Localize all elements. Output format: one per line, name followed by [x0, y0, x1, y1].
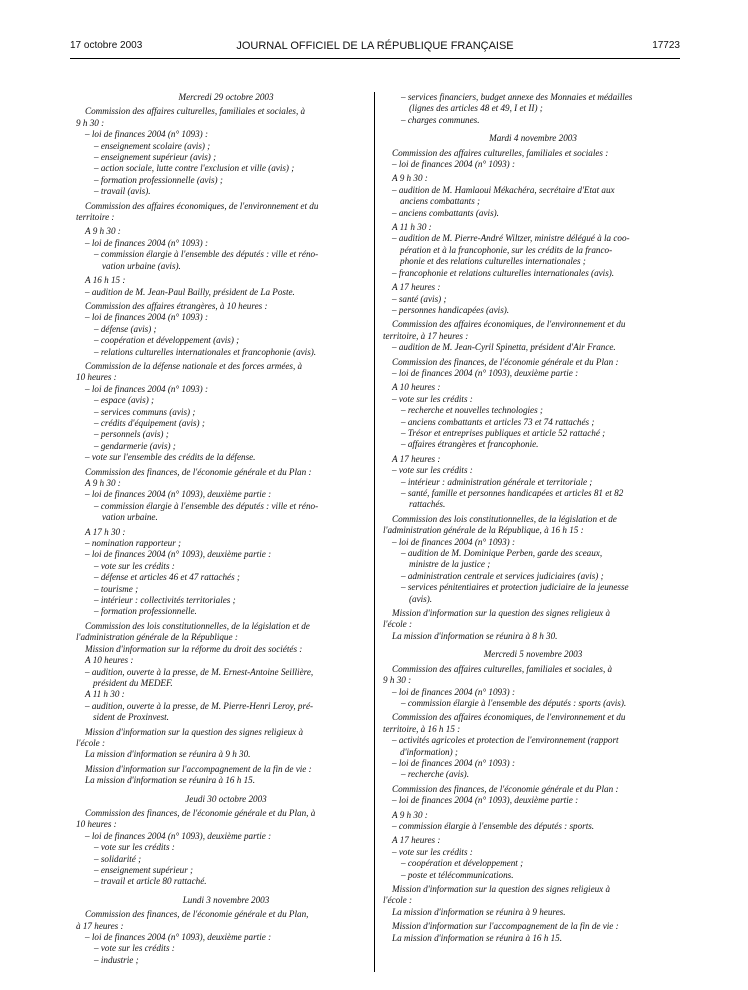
- text-line: président du MEDEF.: [93, 677, 173, 688]
- text-line: – anciens combattants (avis).: [392, 207, 499, 218]
- text-line: Commission des finances, de l'économie générale et du Plan,: [85, 909, 309, 920]
- text-line: territoire :: [76, 212, 115, 223]
- text-line: – poste et télécommunications.: [401, 869, 514, 880]
- text-line: – vote sur les crédits :: [392, 846, 473, 857]
- text-line: Mission d'information sur la question des signes religieux à: [392, 884, 611, 894]
- text-line: – loi de finances 2004 (n° 1093) :: [85, 312, 209, 323]
- text-line: – santé, famille et personnes handicapées et articles 81 et 82: [401, 488, 624, 498]
- text-line: – défense (avis) ;: [94, 323, 157, 334]
- text-line: – personnels (avis) ;: [94, 429, 169, 440]
- text-line: – francophonie et relations culturelles internationales (avis).: [392, 267, 615, 278]
- text-line: Commission des affaires culturelles, familiales et sociales :: [392, 147, 609, 158]
- text-line: Commission des finances, de l'économie générale et du Plan :: [392, 356, 619, 367]
- text-line: La mission d'information se réunira à 16 h 15.: [85, 775, 256, 786]
- text-line: La mission d'information se réunira à 9 h 30.: [85, 749, 251, 760]
- text-line: – loi de finances 2004 (n° 1093), deuxième partie :: [392, 795, 579, 806]
- text-line: – solidarité ;: [94, 853, 142, 864]
- text-line: – santé (avis) ;: [392, 293, 447, 304]
- text-line: A 9 h 30 :: [85, 226, 121, 237]
- text-line: Commission des lois constitutionnelles, de la législation et de: [85, 620, 310, 631]
- text-line: – intérieur : administration générale et territoriale ;: [401, 476, 593, 487]
- text-line: A 10 heures :: [392, 382, 441, 393]
- text-line: – services communs (avis) ;: [94, 406, 196, 417]
- text-line: phonie et des relations culturelles internationales ;: [400, 256, 586, 267]
- header-rule: [70, 58, 680, 59]
- text-line: Mission d'information sur l'accompagnement de la fin de vie :: [392, 921, 619, 932]
- text-line: A 10 heures :: [85, 655, 134, 666]
- text-line: – coopération et développement ;: [401, 858, 524, 869]
- text-line: – relations culturelles internationales et francophonie (avis).: [94, 346, 317, 357]
- text-line: – services financiers, budget annexe des Monnaies et médailles: [401, 92, 633, 102]
- text-line: – loi de finances 2004 (n° 1093), deuxième partie :: [392, 367, 579, 378]
- text-line: – tourisme ;: [94, 583, 139, 594]
- text-line: – loi de finances 2004 (n° 1093) :: [392, 757, 516, 768]
- section-date-heading: Mardi 4 novembre 2003: [489, 133, 577, 144]
- text-line: – loi de finances 2004 (n° 1093), deuxième partie :: [85, 830, 272, 841]
- text-line: – travail (avis).: [94, 186, 151, 197]
- text-line: – gendarmerie (avis) ;: [94, 440, 176, 451]
- text-line: – vote sur les crédits :: [94, 842, 175, 853]
- text-line: vation urbaine.: [102, 512, 158, 523]
- text-line: A 17 heures :: [392, 835, 441, 846]
- text-line: rattachés.: [409, 499, 446, 510]
- right-column: [383, 92, 683, 944]
- text-line: – charges communes.: [401, 114, 480, 125]
- text-line: – industrie ;: [94, 954, 139, 965]
- text-line: l'administration générale de la République, à 16 h 15 :: [383, 525, 584, 536]
- text-line: – loi de finances 2004 (n° 1093), deuxième partie :: [85, 932, 272, 943]
- text-line: 9 h 30 :: [76, 117, 105, 128]
- column-divider: [374, 92, 375, 972]
- text-line: 10 heures :: [76, 372, 117, 383]
- text-line: A 17 h 30 :: [85, 526, 126, 537]
- text-line: A 9 h 30 :: [392, 809, 428, 820]
- text-line: (avis).: [409, 593, 433, 604]
- text-line: – vote sur les crédits :: [94, 560, 175, 571]
- text-line: – audition de M. Jean-Paul Bailly, président de La Poste.: [85, 286, 295, 297]
- text-line: territoire, à 17 heures :: [383, 330, 469, 341]
- text-line: l'école :: [383, 619, 413, 630]
- text-line: (lignes des articles 48 et 49, I et II) ;: [409, 103, 543, 114]
- text-line: – affaires étrangères et francophonie.: [401, 439, 539, 450]
- text-line: – enseignement supérieur (avis) ;: [94, 152, 217, 163]
- text-line: – loi de finances 2004 (n° 1093) :: [85, 237, 209, 248]
- text-line: territoire, à 16 h 15 :: [383, 723, 461, 734]
- text-line: – défense et articles 46 et 47 rattachés ;: [94, 572, 240, 583]
- text-line: – commission élargie à l'ensemble des députés : sports.: [392, 820, 595, 831]
- text-line: Commission des affaires économiques, de l'environnement et du: [392, 712, 626, 723]
- text-line: A 9 h 30 :: [392, 173, 428, 184]
- page-header: [70, 40, 680, 56]
- text-line: – recherche (avis).: [401, 769, 469, 780]
- header-date: 17 octobre 2003: [70, 40, 143, 51]
- text-line: A 11 h 30 :: [85, 689, 125, 700]
- text-line: Commission des affaires économiques, de l'environnement et du: [392, 319, 626, 330]
- section-date-heading: Lundi 3 novembre 2003: [182, 894, 270, 905]
- text-line: – intérieur : collectivités territoriales ;: [94, 595, 236, 606]
- text-line: Mission d'information sur la réforme du droit des sociétés :: [85, 643, 303, 654]
- text-line: d'information) ;: [400, 746, 458, 757]
- text-line: – audition de M. Pierre-André Wiltzer, ministre délégué à la coo-: [392, 233, 630, 244]
- text-line: – vote sur les crédits :: [94, 943, 175, 954]
- text-line: – Trésor et entreprises publiques et article 52 rattaché ;: [401, 427, 606, 438]
- text-line: l'école :: [76, 737, 106, 748]
- text-line: A 17 heures :: [392, 453, 441, 464]
- text-line: Commission de la défense nationale et des forces armées, à: [85, 360, 303, 371]
- text-line: à 17 heures :: [76, 920, 124, 931]
- text-line: Commission des lois constitutionnelles, de la législation et de: [392, 513, 617, 524]
- text-line: – loi de finances 2004 (n° 1093) :: [392, 159, 516, 170]
- text-line: – loi de finances 2004 (n° 1093), deuxième partie :: [85, 549, 272, 560]
- text-line: – audition, ouverte à la presse, de M. Pierre-Henri Leroy, pré-: [85, 700, 314, 711]
- text-line: – loi de finances 2004 (n° 1093) :: [85, 129, 209, 140]
- text-line: La mission d'information se réunira à 9 heures.: [392, 906, 566, 917]
- text-line: – enseignement scolaire (avis) ;: [94, 140, 211, 151]
- text-line: – travail et article 80 rattaché.: [94, 876, 207, 887]
- text-line: – loi de finances 2004 (n° 1093) :: [392, 686, 516, 697]
- text-line: – activités agricoles et protection de l'environnement (rapport: [392, 735, 619, 746]
- text-line: – audition, ouverte à la presse, de M. Ernest-Antoine Seillière,: [85, 666, 314, 677]
- text-line: l'école :: [383, 895, 413, 906]
- text-line: sident de Proxinvest.: [93, 712, 169, 723]
- text-line: – loi de finances 2004 (n° 1093) :: [392, 536, 516, 547]
- text-line: – services pénitentiaires et protection judiciaire de la jeunesse: [401, 582, 629, 593]
- text-line: – commission élargie à l'ensemble des députés : ville et réno-: [94, 249, 319, 260]
- text-line: – commission élargie à l'ensemble des députés : sports (avis).: [401, 697, 627, 708]
- text-line: – recherche et nouvelles technologies ;: [401, 405, 543, 416]
- section-date-heading: Jeudi 30 octobre 2003: [185, 793, 267, 804]
- text-line: – audition de M. Jean-Cyril Spinetta, président d'Air France.: [392, 342, 616, 353]
- text-line: – audition de M. Dominique Perben, garde des sceaux,: [401, 548, 603, 559]
- text-line: – loi de finances 2004 (n° 1093), deuxième partie :: [85, 489, 272, 500]
- text-line: Commission des finances, de l'économie générale et du Plan :: [85, 466, 312, 477]
- text-line: – nomination rapporteur ;: [85, 538, 182, 549]
- text-line: – loi de finances 2004 (n° 1093) :: [85, 383, 209, 394]
- text-line: vation urbaine (avis).: [102, 260, 181, 271]
- text-line: – administration centrale et services judiciaires (avis) ;: [401, 570, 604, 581]
- text-line: – vote sur l'ensemble des crédits de la défense.: [85, 452, 256, 463]
- text-line: Commission des finances, de l'économie générale et du Plan, à: [85, 807, 316, 818]
- text-line: 10 heures :: [76, 819, 117, 830]
- text-line: – vote sur les crédits :: [392, 465, 473, 476]
- text-line: A 9 h 30 :: [85, 478, 121, 488]
- text-line: Commission des finances, de l'économie générale et du Plan :: [392, 783, 619, 794]
- text-line: A 17 heures :: [392, 282, 441, 293]
- text-line: – espace (avis) ;: [94, 395, 155, 406]
- text-line: A 16 h 15 :: [85, 275, 126, 286]
- text-line: Mission d'information sur la question des signes religieux à: [85, 726, 304, 737]
- section-date-heading: Mercredi 29 octobre 2003: [178, 92, 274, 102]
- text-line: Commission des affaires culturelles, familiales et sociales, à: [392, 663, 613, 674]
- text-line: – personnes handicapées (avis).: [392, 304, 510, 315]
- text-line: A 11 h 30 :: [392, 222, 432, 233]
- text-line: La mission d'information se réunira à 8 h 30.: [392, 630, 558, 641]
- text-line: – vote sur les crédits :: [392, 393, 473, 404]
- header-page-number: 17723: [652, 40, 680, 51]
- left-column: [76, 92, 376, 966]
- text-line: Mission d'information sur l'accompagnement de la fin de vie :: [85, 763, 312, 774]
- text-line: – coopération et développement (avis) ;: [94, 335, 240, 346]
- text-line: pération et à la francophonie, sur les crédits de la franco-: [400, 244, 613, 255]
- text-line: – formation professionnelle (avis) ;: [94, 174, 223, 185]
- text-line: La mission d'information se réunira à 16 h 15.: [392, 932, 563, 943]
- text-line: – formation professionnelle.: [94, 606, 197, 617]
- text-line: l'administration générale de la République :: [76, 632, 238, 643]
- section-date-heading: Mercredi 5 novembre 2003: [483, 649, 583, 660]
- text-line: Commission des affaires culturelles, familiales et sociales, à: [85, 106, 306, 117]
- header-journal-title: JOURNAL OFFICIEL DE LA RÉPUBLIQUE FRANÇAISE: [236, 40, 514, 52]
- text-line: ministre de la justice ;: [409, 559, 491, 570]
- text-line: – commission élargie à l'ensemble des députés : ville et réno-: [94, 500, 319, 511]
- text-line: – crédits d'équipement (avis) ;: [94, 417, 205, 428]
- text-line: Commission des affaires économiques, de l'environnement et du: [85, 200, 319, 211]
- text-line: Mission d'information sur la question des signes religieux à: [392, 608, 611, 619]
- text-line: Commission des affaires étrangères, à 10 heures :: [85, 300, 268, 311]
- text-line: – enseignement supérieur ;: [94, 865, 194, 875]
- text-line: – audition de M. Hamlaoui Mékachéra, secrétaire d'Etat aux: [392, 184, 615, 195]
- text-line: 9 h 30 :: [383, 675, 412, 686]
- text-line: – anciens combattants et articles 73 et 74 rattachés ;: [401, 416, 595, 427]
- text-line: anciens combattants ;: [400, 196, 481, 207]
- text-line: – action sociale, lutte contre l'exclusion et ville (avis) ;: [94, 163, 295, 174]
